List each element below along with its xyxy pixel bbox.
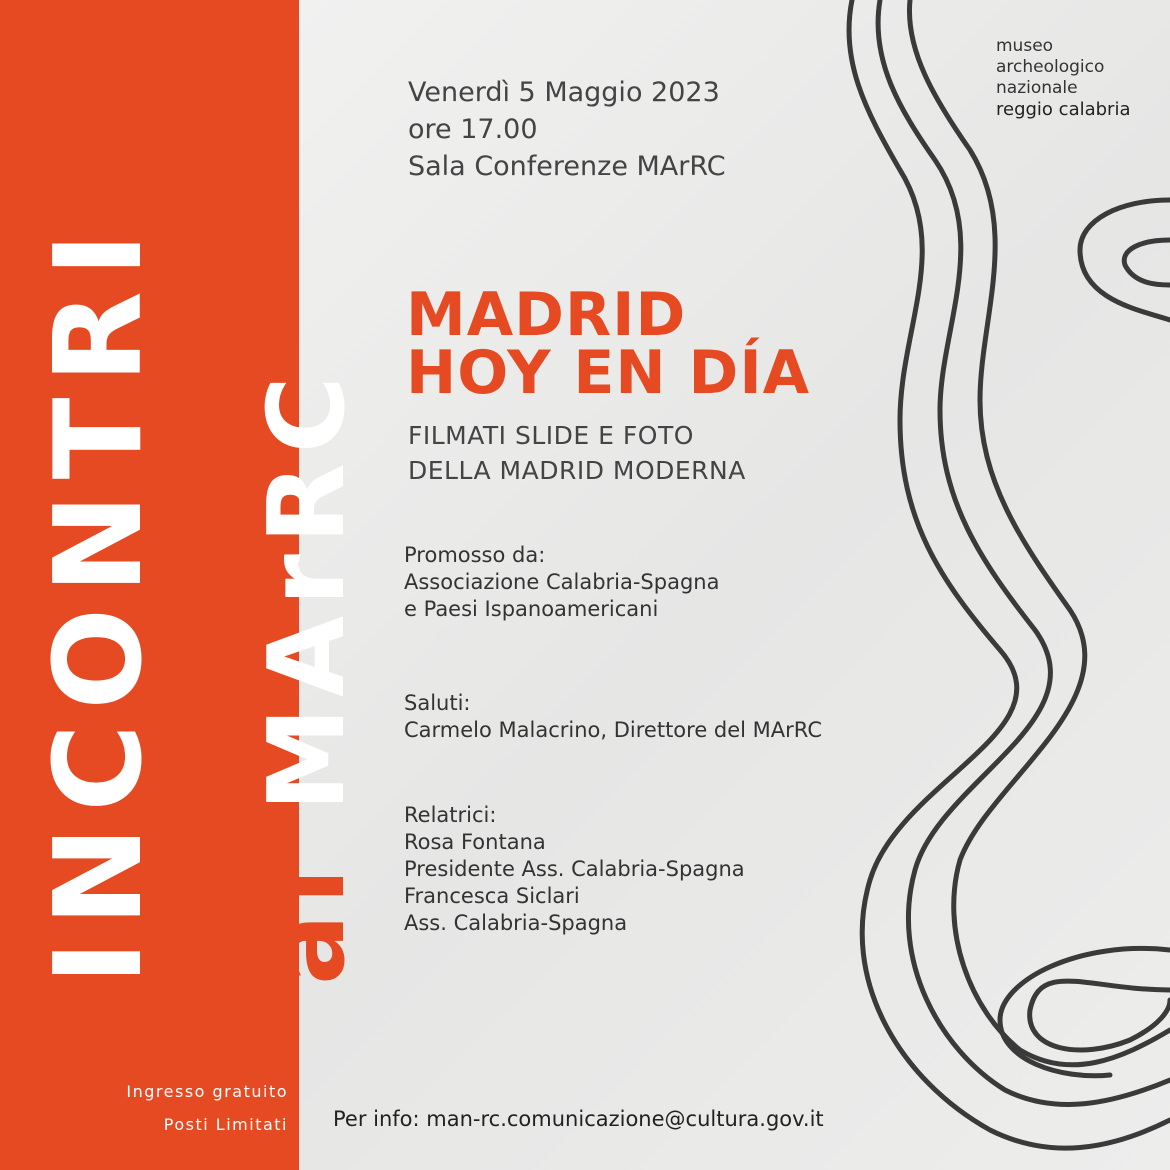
main-title <box>406 280 811 408</box>
subtitle-line1: FILMATI SLIDE E FOTO <box>408 421 694 450</box>
main-title-line1: MADRID <box>406 280 687 350</box>
speaker-role-1: Presidente Ass. Calabria-Spagna <box>404 857 745 881</box>
main-title-line2: HOY EN DÍA <box>406 338 811 408</box>
vertical-title-incontri: INCONTRI <box>30 218 169 985</box>
subtitle-line2: DELLA MADRID MODERNA <box>408 456 746 485</box>
logo-line2: archeologico <box>996 57 1105 77</box>
speakers <box>404 802 745 937</box>
logo-line1: museo <box>996 36 1054 56</box>
speaker-name-1: Rosa Fontana <box>404 830 546 854</box>
promoted-by <box>404 542 719 623</box>
vertical-title-al: al <box>246 858 368 985</box>
greetings-label: Saluti: <box>404 691 471 715</box>
speakers-label: Relatrici: <box>404 803 497 827</box>
subtitle <box>408 418 746 488</box>
vertical-title-al-marrc <box>246 75 368 985</box>
promoted-by-line2: e Paesi Ispanoamericani <box>404 597 659 621</box>
promoted-by-label: Promosso da: <box>404 543 546 567</box>
greetings-line1: Carmelo Malacrino, Direttore del MArRC <box>404 718 823 742</box>
logo-line3: nazionale <box>996 78 1078 98</box>
greetings <box>404 690 822 744</box>
event-time: ore 17.00 <box>408 114 538 145</box>
limited-seats-note: Posti Limitati <box>163 1115 288 1134</box>
free-entry-note: Ingresso gratuito <box>126 1082 288 1101</box>
promoted-by-line1: Associazione Calabria-Spagna <box>404 570 720 594</box>
logo-line4: reggio calabria <box>996 99 1131 120</box>
event-date: Venerdì 5 Maggio 2023 <box>408 77 720 108</box>
event-venue: Sala Conferenze MArRC <box>408 151 726 182</box>
speaker-role-2: Ass. Calabria-Spagna <box>404 911 628 935</box>
contour-lines-swirl-icon <box>840 0 1170 1170</box>
event-details <box>408 74 726 185</box>
contact-info: Per info: man-rc.comunicazione@cultura.gov.it <box>333 1107 824 1131</box>
vertical-title-marrc: MArRC <box>246 366 368 812</box>
speaker-name-2: Francesca Siclari <box>404 884 580 908</box>
